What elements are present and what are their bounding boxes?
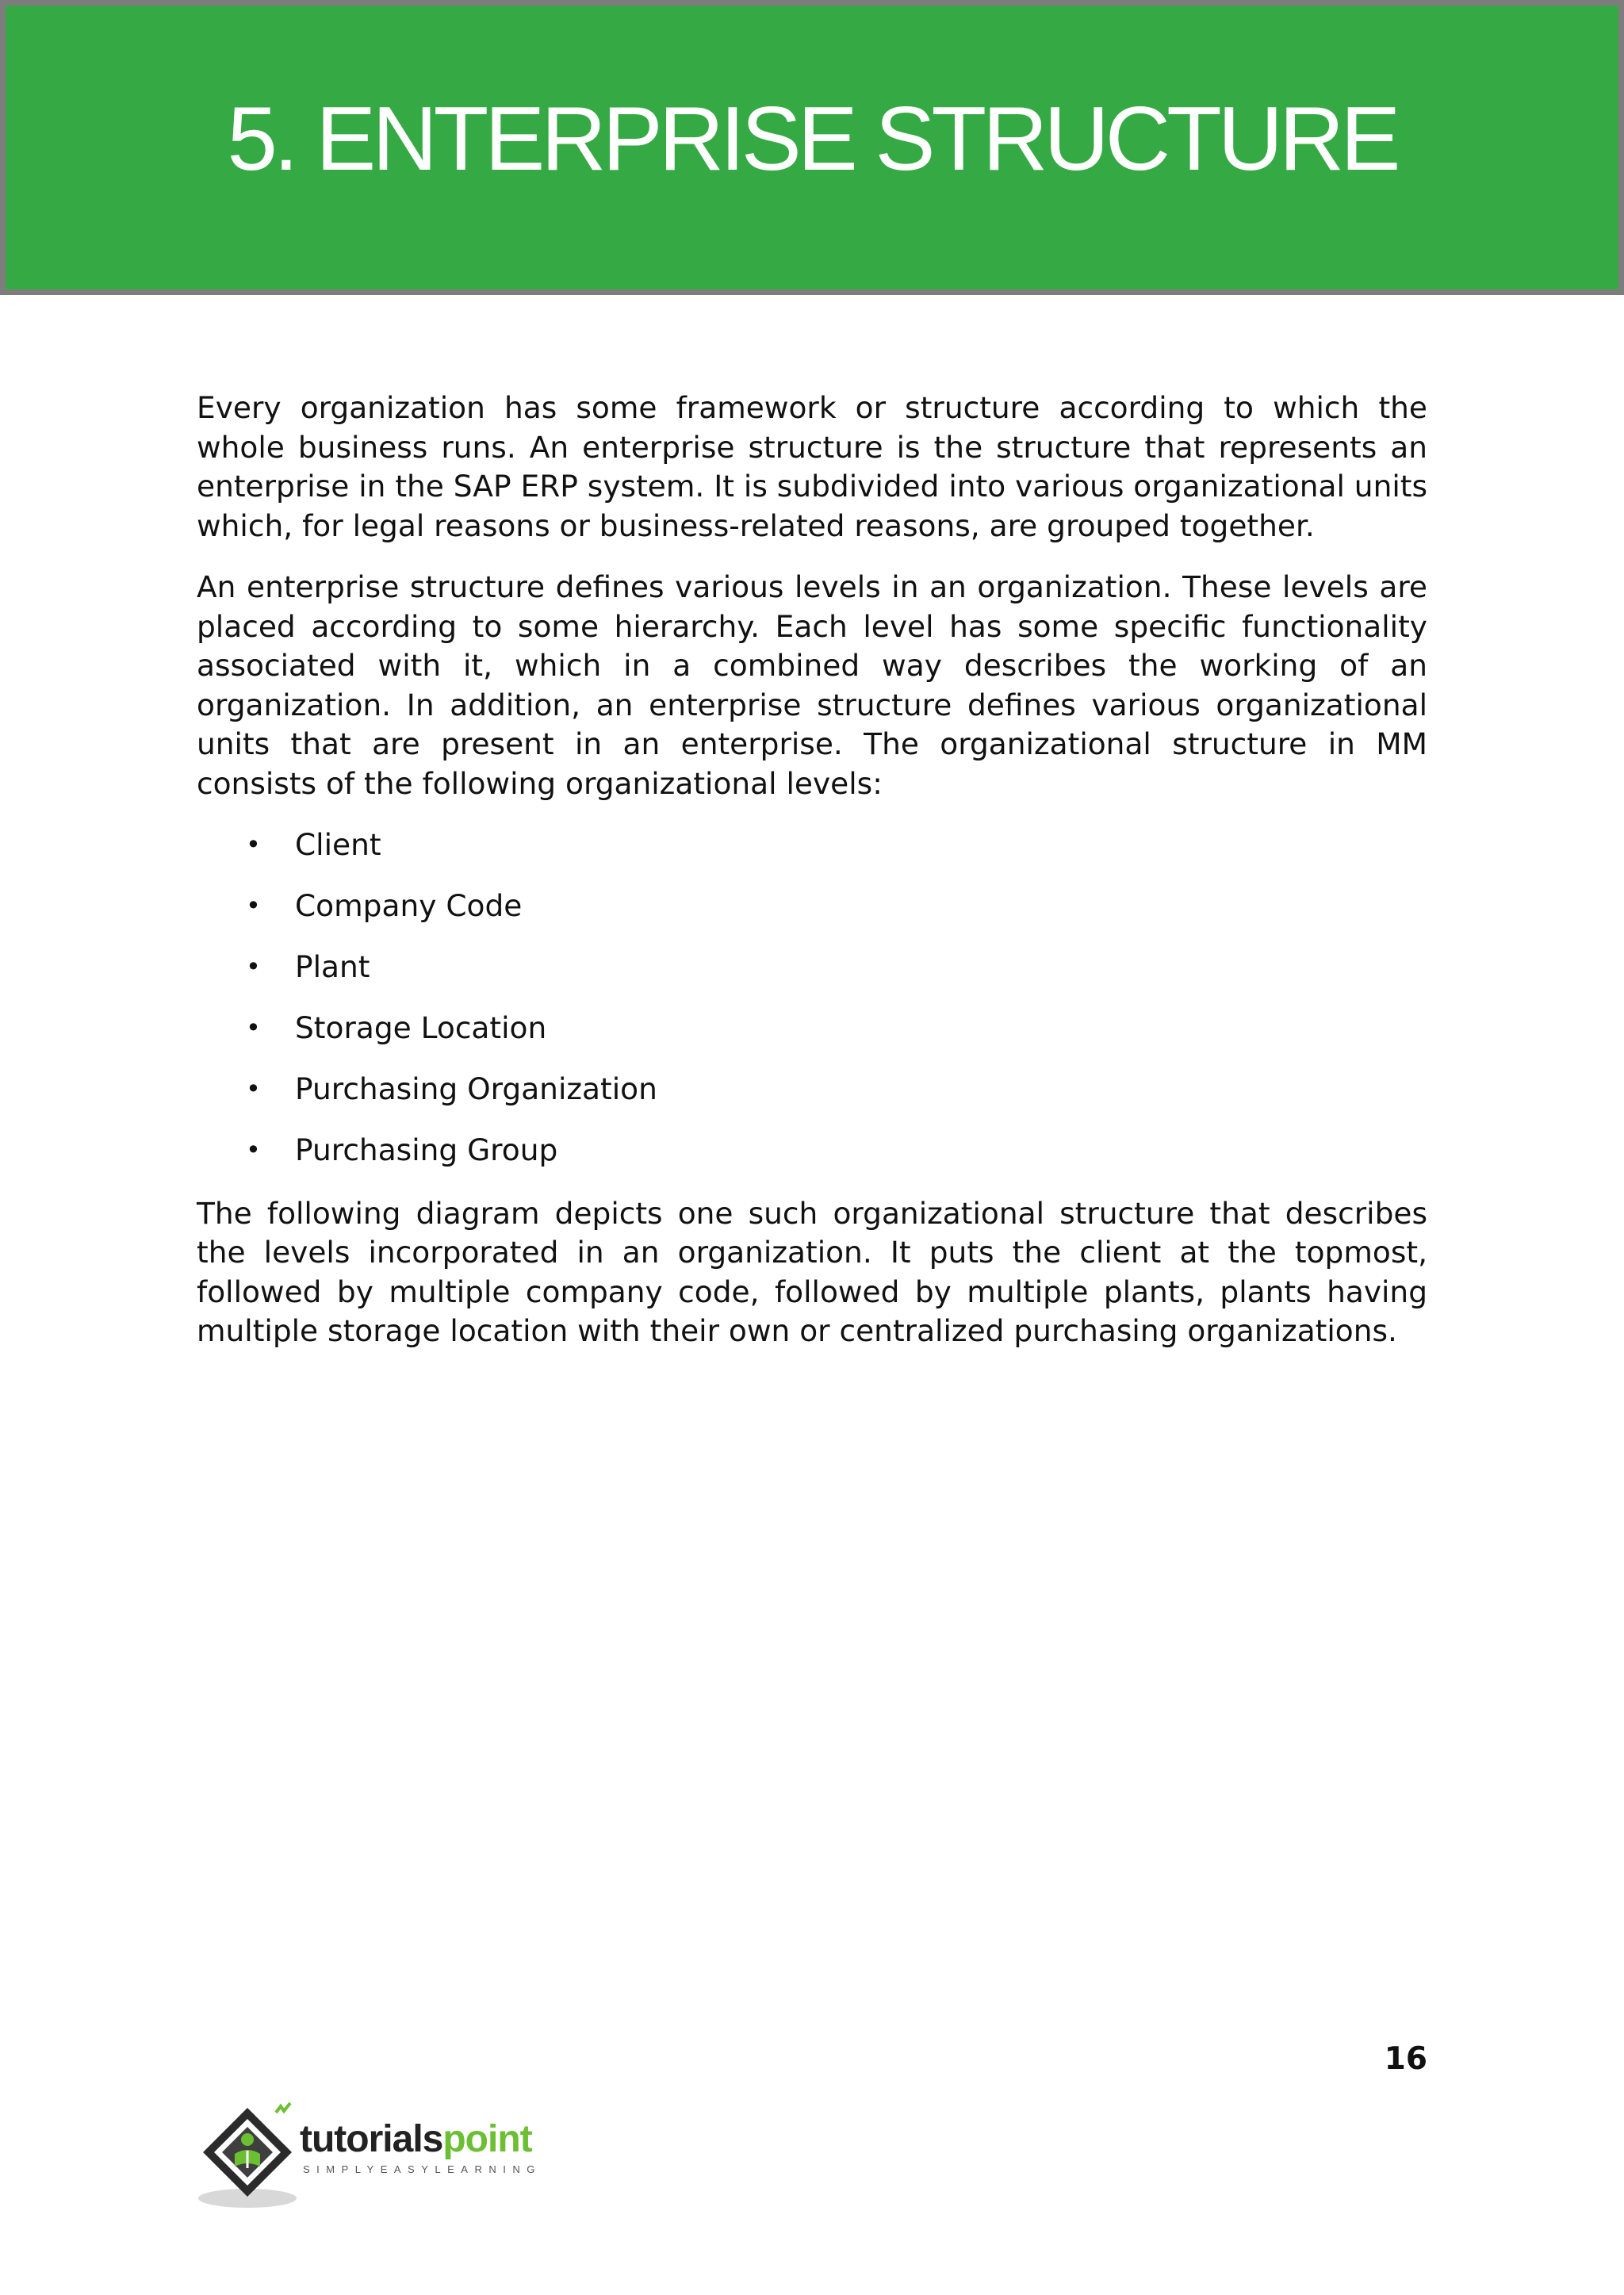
- list-item: [197, 1070, 1427, 1109]
- bullet-icon: •: [246, 1013, 261, 1043]
- page-number: 16: [1384, 2041, 1427, 2077]
- logo-word-dark: tutorials: [300, 2118, 443, 2160]
- list-item: [197, 1131, 1427, 1170]
- list-item-label: Storage Location: [295, 1010, 547, 1045]
- list-item-label: Client: [295, 827, 381, 862]
- page-body: [197, 389, 1427, 1374]
- list-item: [197, 887, 1427, 926]
- diagram-description-paragraph: The following diagram depicts one such organizational structure that describes the levels incorporated in an organization. It puts the client at the topmost, followed by multiple company code, followed by multiple plants, plants having multiple storage location with their own or centralized purchasing organizations.: [197, 1195, 1427, 1348]
- bullet-icon: •: [246, 1135, 261, 1165]
- organizational-levels-list: [197, 826, 1427, 1170]
- list-item: [197, 826, 1427, 865]
- list-item: [197, 1009, 1427, 1048]
- list-item-label: Plant: [295, 949, 370, 984]
- chapter-title: 5. ENTERPRISE STRUCTURE: [227, 89, 1397, 190]
- bullet-icon: •: [246, 891, 261, 921]
- list-item: [197, 948, 1427, 987]
- logo-tagline: SIMPLYEASYLEARNING: [303, 2163, 542, 2175]
- list-item-label: Purchasing Organization: [295, 1071, 657, 1106]
- logo-diamond-icon: [193, 2102, 304, 2213]
- logo-word-green: point: [442, 2118, 532, 2160]
- levels-paragraph: An enterprise structure defines various levels in an organization. These levels are placed according to some hierarchy. Each level has some specific functionality associated with it, which in a combined way describes the working of an organization. In addition, an enterprise structure defines various organizational units that are present in an enterprise. The organizational structure in MM consists of the following organizational levels:: [197, 569, 1427, 801]
- list-item-label: Company Code: [295, 888, 523, 923]
- logo-wordmark: [300, 2117, 532, 2161]
- bullet-icon: •: [246, 952, 261, 982]
- intro-paragraph: Every organization has some framework or structure according to which the whole business runs. An enterprise structure is the structure that represents an enterprise in the SAP ERP system. It is subdivided into various organizational units which, for legal reasons or business-related reasons, are grouped together.: [197, 390, 1427, 543]
- list-item-label: Purchasing Group: [295, 1132, 558, 1167]
- tutorialspoint-logo: [193, 2102, 574, 2213]
- bullet-icon: •: [246, 829, 261, 860]
- bullet-icon: •: [246, 1074, 261, 1104]
